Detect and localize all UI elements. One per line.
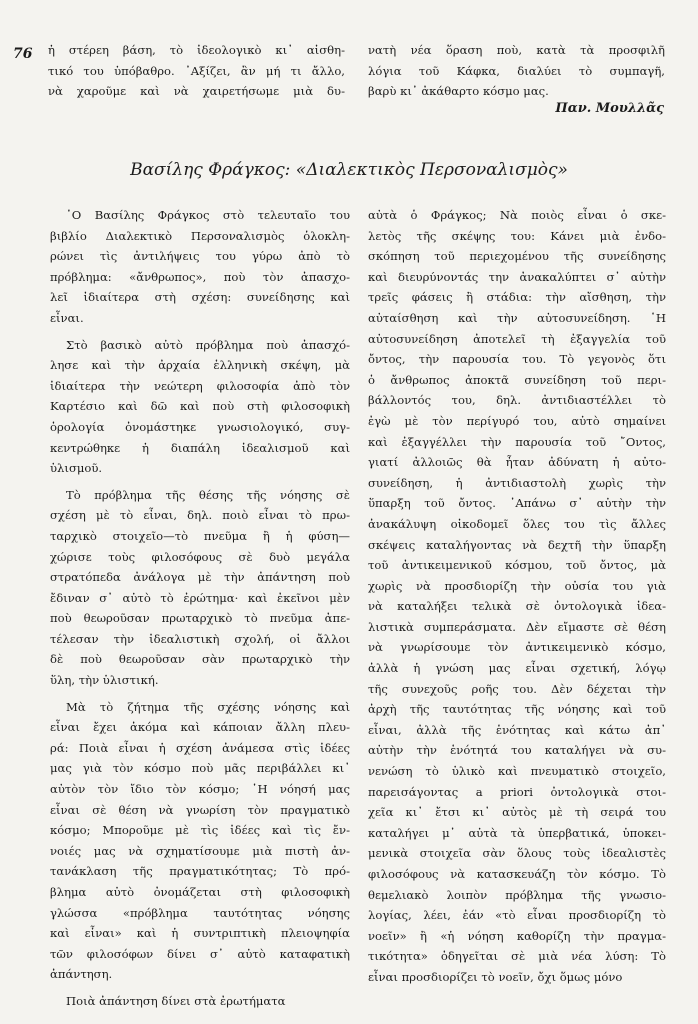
text-line: αὐταίσθηση καὶ τὴν αὐτοσυνείδηση. ῾Η xyxy=(368,310,666,325)
text-line: σκέψεις καταλήγοντας νὰ δεχτῆ τὴν ὕπαρξη xyxy=(368,537,666,552)
left-column xyxy=(50,205,350,1018)
text-line: τικότητα» ὁδηγεῖται σὲ μιὰ νέα λύση: Τὸ xyxy=(368,949,666,964)
text-line: σχέση μὲ τὸ εἶναι, δηλ. ποιὸ εἶναι τὸ πρω- xyxy=(50,508,350,523)
text-line: στρατόπεδα ἀνάλογα μὲ τὴν ἀπάντηση ποὺ xyxy=(50,570,350,585)
text-line: ρώνει τὶς ἀντιλήψεις του γύρω ἀπὸ τὸ xyxy=(50,249,350,264)
text-line: εἶναι. xyxy=(50,310,84,325)
text-line: ρά: Ποιὰ εἶναι ἡ σχέση ἀνάμεσα στὶς ἰδέες xyxy=(50,740,350,755)
text-line: χεῖα κι᾽ ἔτσι κι᾽ αὐτὸς μὲ τὴ σειρά του xyxy=(368,805,666,820)
text-line: καταλήγει μ᾽ αὐτὰ τὰ ὑπερβατικά, ὑποκει- xyxy=(368,825,666,840)
text-line: εἶναι σὲ θέση νὰ γνωρίση τὸν πραγματικὸ xyxy=(50,802,350,817)
article-heading: Βασίλης Φράγκος: «Διαλεκτικὸς Περσοναλισμὸς» xyxy=(130,160,568,180)
text-line: βιβλίο Διαλεκτικὸ Περσοναλισμὸς ὁλοκλη- xyxy=(50,228,350,243)
text-line: ἔδιναν σ᾽ αὐτὸ τὸ ἐρώτημα· καὶ ἐκεῖνοι μὲν xyxy=(50,590,350,605)
paragraph xyxy=(50,205,350,329)
text-line: σκόπηση τοῦ περιεχομένου τῆς συνείδησης xyxy=(368,249,666,264)
text-line: καὶ εἶναι» καὶ ἡ συντριπτικὴ πλειοψηφία xyxy=(50,926,350,941)
text-line: τοῦ ἀντικειμενικοῦ κόσμου, τοῦ ὄντος, μὰ xyxy=(368,558,666,573)
text-line: νὰ χαροῦμε καὶ νὰ χαιρετήσωμε μιὰ δυ- xyxy=(48,84,345,99)
text-line: εἶναι προσδιορίζει τὸ νοεῖν, ὄχι ὅμως μόνο xyxy=(368,969,623,984)
text-line: λόγια τοῦ Κάφκα, διαλύει τὸ συμπαγῆ, xyxy=(368,63,665,78)
paragraph xyxy=(50,697,350,985)
text-line: ὁρολογία ὀνομάστηκε γνωσιολογικό, συγ- xyxy=(50,419,350,434)
text-line: ῾Ο Βασίλης Φράγκος στὸ τελευταῖο του xyxy=(66,208,350,222)
text-line: κεντρώθηκε ἡ διαπάλη ἰδεαλισμοῦ καὶ xyxy=(50,440,350,455)
text-line: τικό του ὑπόβαθρο. ᾽Αξίζει, ἂν μή τι ἄλλο, xyxy=(48,63,345,78)
paragraph xyxy=(50,485,350,691)
text-line: θεμελιακὸ λοιπὸν πρόβλημα τῆς γνωσιο- xyxy=(368,887,666,902)
text-line: τέλεσαν τὴν ἰδεαλιστικὴ σχολή, οἱ ἄλλοι xyxy=(50,631,350,646)
text-line: φιλοσόφους νὰ κατασκευάζη τὸν κόσμο. Τὸ xyxy=(368,867,666,881)
text-line: ἀπάντηση. xyxy=(50,967,113,982)
text-line: ὕλη, τὴν ὑλιστική. xyxy=(50,673,159,688)
text-line: λετὸς τῆς σκέψης του: Κάνει μιὰ ἐνδο- xyxy=(368,228,666,243)
text-line: μενικὰ στοιχεῖα σὰν ὅλους τοὺς ἰδεαλιστὲς xyxy=(368,846,666,861)
page-number: 76 xyxy=(13,46,33,62)
text-line: νενώση τὸ ὑλικὸ καὶ πνευματικὸ στοιχεῖο, xyxy=(368,764,666,779)
text-line: λογίας, λέει, ἐάν «τὸ εἶναι προσδιορίζη τὸ xyxy=(368,908,666,923)
text-line: ἡ στέρεη βάση, τὸ ἰδεολογικὸ κι᾽ αἰσθη- xyxy=(48,43,345,57)
text-line: μας γιὰ τὸν κόσμο ποὺ μᾶς περιβάλλει κι᾽ xyxy=(50,761,350,776)
text-line: καὶ ἐξαγγέλλει τὴν παρουσία τοῦ ῎Οντος, xyxy=(368,434,666,449)
text-line: λιστικὰ συμπεράσματα. Δὲν εἴμαστε σὲ θέση xyxy=(368,619,666,634)
text-line: συνείδηση, ἡ ἀντιδιαστολὴ χωρὶς τὴν xyxy=(368,475,666,490)
text-line: ταρχικὸ στοιχεῖο—τὸ πνεῦμα ἢ ἡ φύση— xyxy=(50,528,350,543)
right-column xyxy=(368,205,666,994)
text-line: λεῖ ἰδιαίτερα στὴ σχέση: συνείδησης καὶ xyxy=(50,290,350,305)
text-line: νοεῖν» ἢ «ἡ νόηση καθορίζη τὴν πραγμα- xyxy=(368,928,666,943)
text-line: Τὸ πρόβλημα τῆς θέσης τῆς νόησης σὲ xyxy=(66,487,350,502)
text-line: Καρτέσιο καὶ δῶ καὶ ποὺ στὴ φιλοσοφικὴ xyxy=(50,399,350,414)
text-line: νὰ γνωρίσουμε τὸν ἀντικειμενικὸ κόσμο, xyxy=(368,640,666,655)
text-line: βάλλοντός του, δηλ. ἀντιδιαστέλλει τὸ xyxy=(368,393,666,408)
paragraph xyxy=(50,991,350,1012)
text-line: γιατί ἀλλοιῶς θὰ ἦταν ἀδύνατη ἡ αὐτο- xyxy=(368,455,666,470)
paragraph xyxy=(368,205,666,988)
text-line: τῶν φιλοσόφων δίνει σ᾽ αὐτὸ καταφατικὴ xyxy=(50,946,350,961)
top-left-column xyxy=(48,40,345,102)
text-line: εἶναι, ἀλλὰ τῆς ἑνότητας καὶ κάτω ἀπ᾽ xyxy=(368,722,666,737)
text-line: αὐτὰ ὁ Φράγκος; Νὰ ποιὸς εἶναι ὁ σκε- xyxy=(368,208,666,222)
text-line: χωρὶς νὰ προσδιορίζη τὴν οὐσία του γιὰ xyxy=(368,578,666,593)
text-line: βαρὺ κι᾽ ἀκάθαρτο κόσμο μας. xyxy=(368,84,549,99)
text-line: ἀρχὴ τῆς ταυτότητας τῆς νόησης καὶ τοῦ xyxy=(368,702,666,717)
text-line: πρόβλημα: «ἄνθρωπος», ποὺ τὸν ἀπασχο- xyxy=(50,269,350,284)
text-line: νὰ καταλήξει τελικὰ σὲ ὀντολογικὰ ἰδεα- xyxy=(368,599,666,614)
text-line: ὕπαρξη τοῦ ὄντος. ᾽Απάνω σ᾽ αὐτὴν τὴν xyxy=(368,496,666,511)
text-line: βλημα αὐτὸ ὀνομάζεται στὴ φιλοσοφικὴ xyxy=(50,885,350,899)
text-line: αὐτοσυνείδηση ἀποτελεῖ τὴ ἐξαγγελία τοῦ xyxy=(368,331,666,346)
text-line: παρεισάγοντας a priori ὀντολογικὰ στοι- xyxy=(368,784,666,799)
text-line: ἐγὼ μὲ τὸν περίγυρό του, αὐτὸ σημαίνει xyxy=(368,413,666,428)
paragraph xyxy=(50,335,350,479)
text-line: ἰδιαίτερα τὴν νεώτερη φιλοσοφία ἀπὸ τὸν xyxy=(50,378,350,393)
text-line: ποὺ θεωροῦσαν πρωταρχικὸ τὸ πνεῦμα ἀπε- xyxy=(50,611,350,626)
author-signature: Παν. Μουλλᾶς xyxy=(555,101,664,116)
text-line: ὑλισμοῦ. xyxy=(50,461,103,476)
top-right-column xyxy=(368,40,665,102)
text-line: γλώσσα «πρόβλημα ταυτότητας νόησης xyxy=(50,905,350,920)
text-line: ὁ ἄνθρωπος ἀποκτᾶ συνείδηση τοῦ περι- xyxy=(368,372,666,387)
text-line: κόσμο; Μποροῦμε μὲ τὶς ἰδέες καὶ τὶς ἔν- xyxy=(50,823,350,838)
text-line: ἀλλὰ ἡ γνώση μας εἶναι σχετική, λόγῳ xyxy=(368,661,666,676)
text-line: αὐτὴν τὴν ἑνότητά του καταλήγει νὰ συ- xyxy=(368,743,666,758)
text-line: τῆς συνεχοῦς ροῆς του. Δὲν δέχεται τὴν xyxy=(368,681,666,696)
text-line: Στὸ βασικὸ αὐτὸ πρόβλημα ποὺ ἀπασχό- xyxy=(66,337,350,352)
text-line: εἶναι ἔχει ἀκόμα καὶ κάποιαν ἄλλη πλευ- xyxy=(50,720,350,735)
text-line: ὄντος, τὴν παρουσία του. Τὸ γεγονὸς ὅτι xyxy=(368,352,666,367)
text-line: λησε καὶ τὴν ἀρχαία ἑλληνικὴ σκέψη, μὰ xyxy=(50,358,350,373)
text-line: τρεῖς φάσεις ἢ στάδια: τὴν αἴσθηση, τὴν xyxy=(368,290,666,305)
text-line: νατὴ νέα ὅραση ποὺ, κατὰ τὰ προσφιλῆ xyxy=(368,43,665,57)
text-line: χώρισε τοὺς φιλοσόφους σὲ δυὸ μεγάλα xyxy=(50,549,350,564)
text-line: ἀνακάλυψη οἰκοδομεῖ ὅλες του τὶς ἄλλες xyxy=(368,516,666,531)
text-line: Ποιὰ ἀπάντηση δίνει στὰ ἐρωτήματα xyxy=(66,993,286,1008)
text-line: αὐτὸν τὸν ἴδιο τὸν κόσμο; ῾Η νόησή μας xyxy=(50,782,350,797)
text-line: νοιές μας νὰ σχηματίσουμε μιὰ πιστὴ ἀν- xyxy=(50,843,350,858)
text-line: δὲ ποὺ θεωροῦσαν σὰν πρωταρχικὸ τὴν xyxy=(50,652,350,667)
text-line: καὶ διευρύνοντάς την ἀνακαλύπτει σ᾽ αὐτὴν xyxy=(368,269,666,284)
text-line: Μὰ τὸ ζήτημα τῆς σχέσης νόησης καὶ xyxy=(66,699,350,714)
text-line: τανάκλαση τῆς πραγματικότητας; Τὸ πρό- xyxy=(50,864,350,879)
